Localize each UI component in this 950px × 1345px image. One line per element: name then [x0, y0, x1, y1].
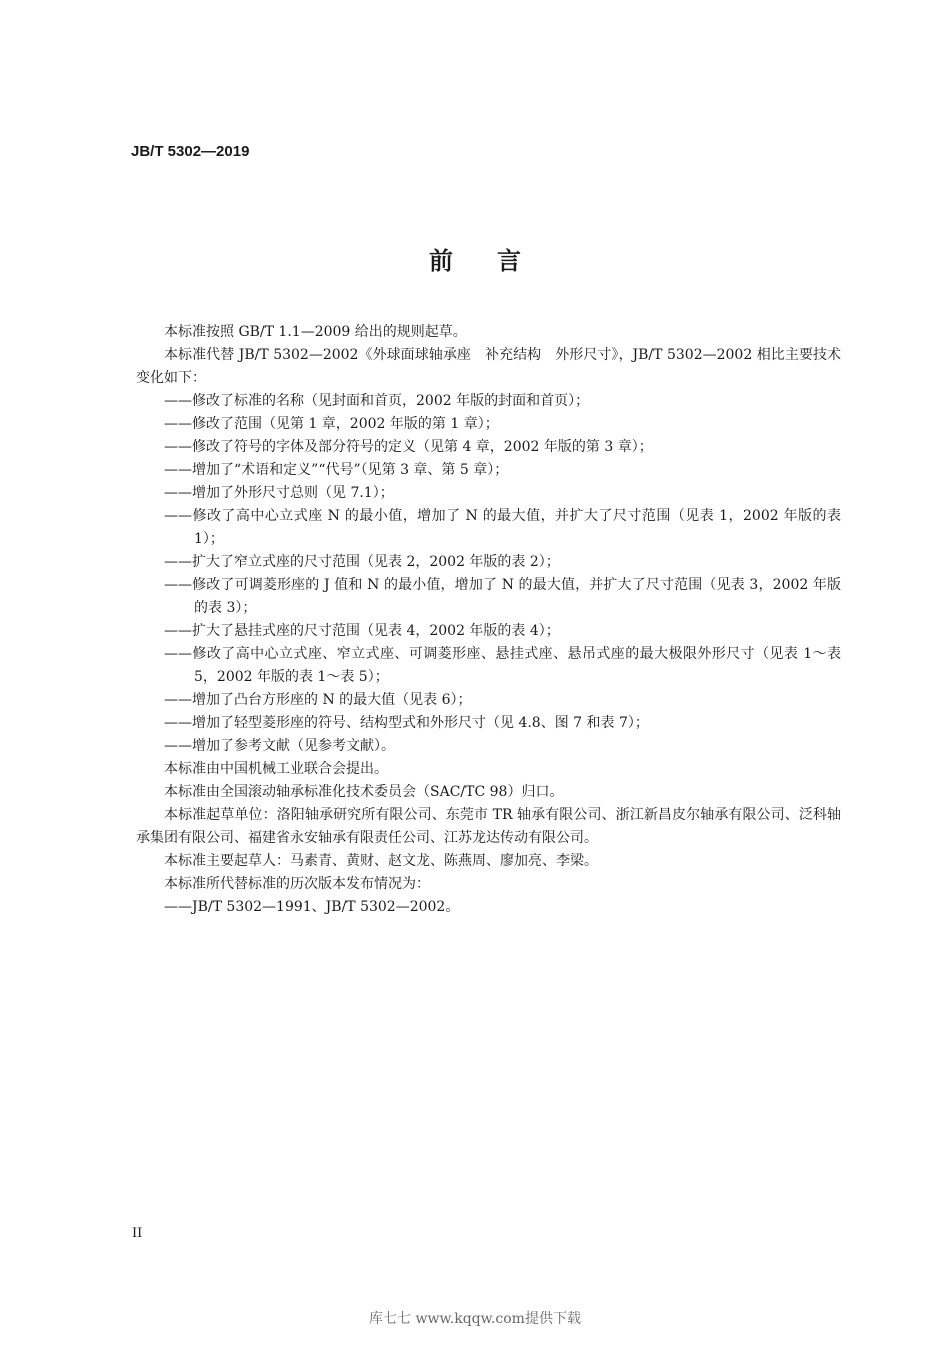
change-item: ——修改了标准的名称（见封面和首页，2002 年版的封面和首页）；	[164, 393, 590, 409]
paragraph: 本标准代替 JB/T 5302—2002《外球面球轴承座 补充结构 外形尺寸》，JB/T 5302—2002 相比主要技术变化如下：	[136, 347, 841, 386]
paragraph: 本标准起草单位：洛阳轴承研究所有限公司、东莞市 TR 轴承有限公司、浙江新昌皮尔轴承有限公司、泛科轴承集团有限公司、福建省永安轴承有限责任公司、江苏龙达传动有限公司。	[136, 807, 841, 846]
change-item: ——扩大了悬挂式座的尺寸范围（见表 4，2002 年版的表 4）；	[164, 623, 560, 639]
change-item: ——增加了参考文献（见参考文献）。	[164, 738, 395, 754]
change-item: ——修改了符号的字体及部分符号的定义（见第 4 章，2002 年版的第 3 章）；	[164, 439, 653, 455]
page-title: 前言	[429, 247, 565, 275]
history-item: ——JB/T 5302—1991、JB/T 5302—2002。	[164, 899, 460, 915]
paragraph: 本标准由中国机械工业联合会提出。	[164, 761, 388, 777]
paragraph: 本标准按照 GB/T 1.1—2009 给出的规则起草。	[164, 324, 467, 340]
change-item: ——增加了凸台方形座的 N 的最大值（见表 6）；	[164, 692, 472, 708]
change-item: ——增加了轻型菱形座的符号、结构型式和外形尺寸（见 4.8、图 7 和表 7）；	[164, 715, 649, 731]
footer-watermark: 库七七 www.kqqw.com提供下载	[369, 1311, 581, 1327]
paragraph: 本标准所代替标准的历次版本发布情况为：	[164, 876, 430, 892]
change-item: ——增加了外形尺寸总则（见 7.1）；	[164, 485, 394, 501]
paragraph: 本标准由全国滚动轴承标准化技术委员会（SAC/TC 98）归口。	[164, 784, 564, 800]
change-item: ——修改了可调菱形座的 J 值和 N 的最小值，增加了 N 的最大值，并扩大了尺寸范围（见表 3，2002 年版的表 3）；	[164, 577, 841, 616]
change-item: ——增加了“术语和定义”“代号”（见第 3 章、第 5 章）；	[164, 462, 509, 478]
change-item: ——扩大了窄立式座的尺寸范围（见表 2，2002 年版的表 2）；	[164, 554, 560, 570]
page-number: II	[132, 1226, 143, 1241]
change-item: ——修改了高中心立式座、窄立式座、可调菱形座、悬挂式座、悬吊式座的最大极限外形尺寸（见表 1～表 5，2002 年版的表 1～表 5）；	[164, 646, 841, 685]
document-code: JB/T 5302—2019	[131, 143, 250, 160]
paragraph: 本标准主要起草人：马素青、黄财、赵文龙、陈燕周、廖加亮、李梁。	[164, 853, 598, 869]
foreword-body	[136, 321, 841, 919]
change-item: ——修改了范围（见第 1 章，2002 年版的第 1 章）；	[164, 416, 499, 432]
change-item: ——修改了高中心立式座 N 的最小值，增加了 N 的最大值，并扩大了尺寸范围（见表 1，2002 年版的表 1）；	[164, 508, 841, 547]
